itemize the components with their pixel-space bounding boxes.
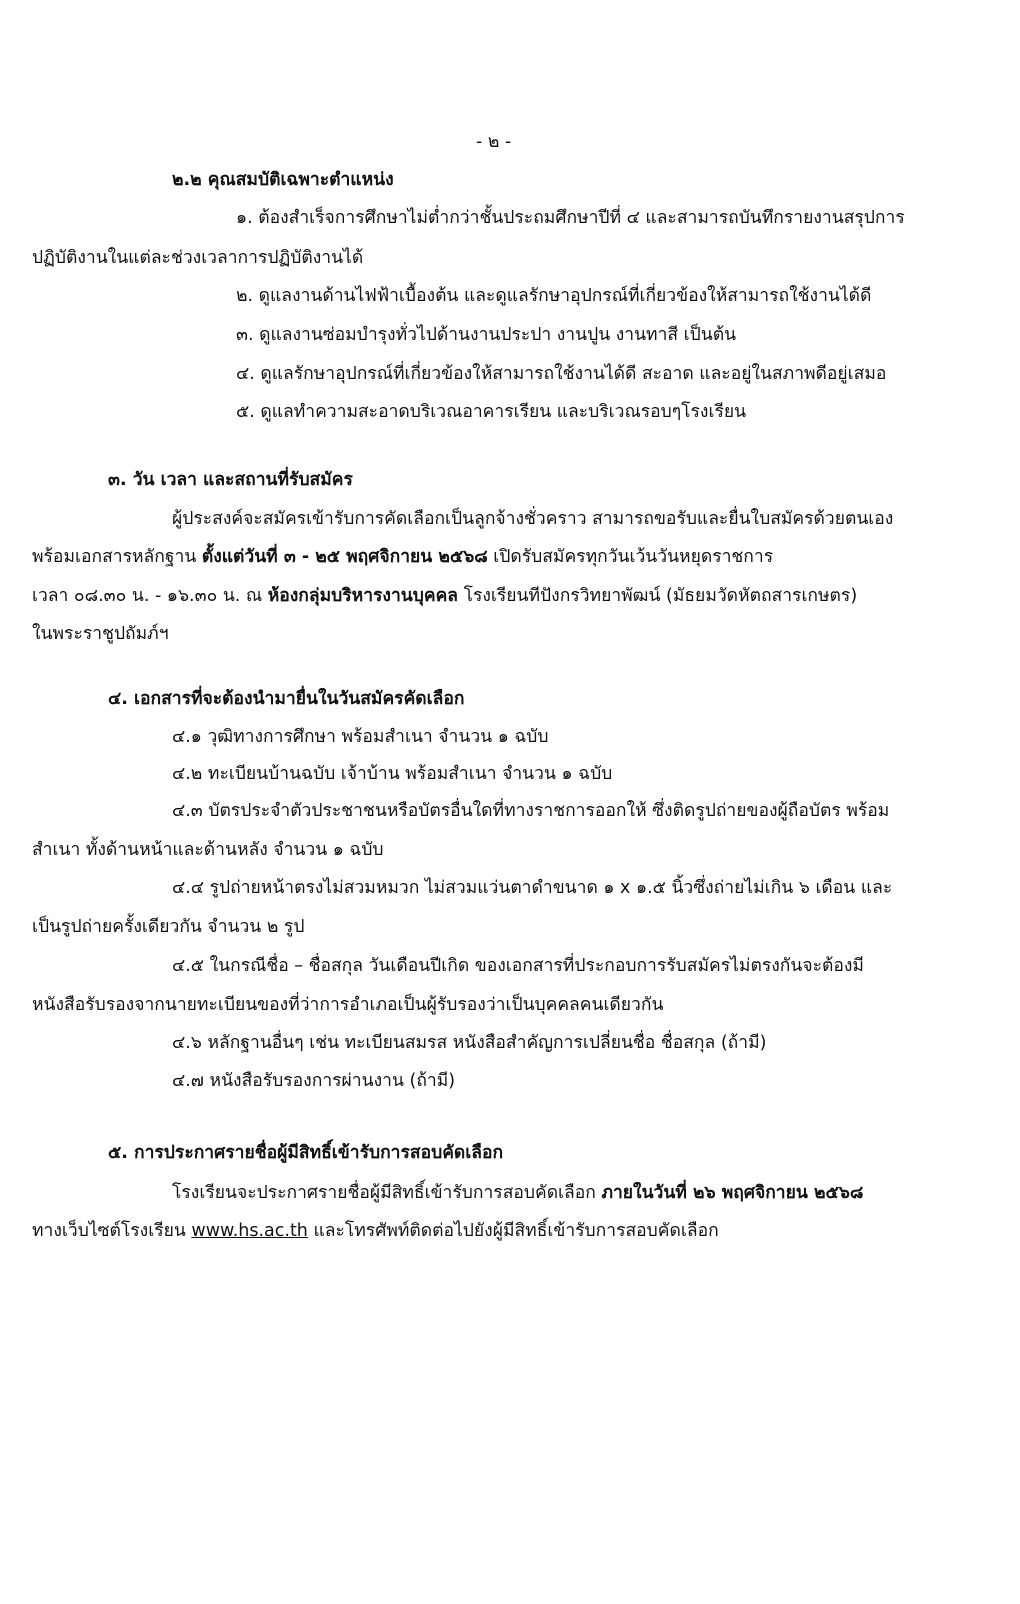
- qual-item-1-line-1: ๑. ต้องสำเร็จการศึกษาไม่ต่ำกว่าชั้นประถมศึกษาปีที่ ๔ และสามารถบันทึกรายงานสรุปการ: [236, 208, 905, 228]
- section-5-para-line-1: โรงเรียนจะประกาศรายชื่อผู้มีสิทธิ์เข้ารับการสอบคัดเลือก ภายในวันที่ ๒๖ พฤศจิกายน ๒๕๖๘: [172, 1183, 864, 1203]
- doc-item-4-5-line-2: หนังสือรับรองจากนายทะเบียนของที่ว่าการอำเภอเป็นผู้รับรองว่าเป็นบุคคลคนเดียวกัน: [32, 995, 664, 1015]
- doc-item-4-3-line-2: สำเนา ทั้งด้านหน้าและด้านหลัง จำนวน ๑ ฉบับ: [32, 840, 384, 860]
- section-3-heading: ๓. วัน เวลา และสถานที่รับสมัคร: [108, 470, 353, 490]
- section-5-heading: ๕. การประกาศรายชื่อผู้มีสิทธิ์เข้ารับการสอบคัดเลือก: [108, 1143, 504, 1163]
- doc-item-4-4-line-2: เป็นรูปถ่ายครั้งเดียวกัน จำนวน ๒ รูป: [32, 917, 305, 937]
- doc-item-4-7: ๔.๗ หนังสือรับรองการผ่านงาน (ถ้ามี): [172, 1071, 456, 1091]
- doc-item-4-6: ๔.๖ หลักฐานอื่นๆ เช่น ทะเบียนสมรส หนังสือสำคัญการเปลี่ยนชื่อ ชื่อสกุล (ถ้ามี): [172, 1033, 767, 1053]
- qual-item-3: ๓. ดูแลงานซ่อมบำรุงทั่วไปด้านงานประปา งานปูน งานทาสี เป็นต้น: [236, 325, 737, 345]
- doc-item-4-5-line-1: ๔.๕ ในกรณีชื่อ – ชื่อสกุล วันเดือนปีเกิด ของเอกสารที่ประกอบการรับสมัครไม่ตรงกันจะต้องมี: [172, 956, 864, 976]
- section-2-2-heading: ๒.๒ คุณสมบัติเฉพาะตำแหน่ง: [172, 170, 394, 190]
- doc-item-4-2: ๔.๒ ทะเบียนบ้านฉบับ เจ้าบ้าน พร้อมสำเนา จำนวน ๑ ฉบับ: [172, 764, 613, 784]
- section-3-para-line-1: ผู้ประสงค์จะสมัครเข้ารับการคัดเลือกเป็นลูกจ้างชั่วคราว สามารถขอรับและยื่นใบสมัครด้วยตนเอง: [172, 509, 894, 529]
- section-3-para-line-3: เวลา ๐๘.๓๐ น. - ๑๖.๓๐ น. ณ ห้องกลุ่มบริหารงานบุคคล โรงเรียนทีปังกรวิทยาพัฒน์ (มัธยมวัดหัตถสารเกษตร): [32, 586, 858, 606]
- qual-item-5: ๕. ดูแลทำความสะอาดบริเวณอาคารเรียน และบริเวณรอบๆโรงเรียน: [236, 402, 747, 422]
- qual-item-4: ๔. ดูแลรักษาอุปกรณ์ที่เกี่ยวข้องให้สามารถใช้งานได้ดี สะอาด และอยู่ในสภาพดีอยู่เสมอ: [236, 364, 887, 384]
- qual-item-2: ๒. ดูแลงานด้านไฟฟ้าเบื้องต้น และดูแลรักษาอุปกรณ์ที่เกี่ยวข้องให้สามารถใช้งานได้ดี: [236, 286, 872, 306]
- section-5-para-line-2: ทางเว็บไซต์โรงเรียน www.hs.ac.th และโทรศัพท์ติดต่อไปยังผู้มีสิทธิ์เข้ารับการสอบคัดเลือก: [32, 1221, 719, 1241]
- qual-item-1-line-2: ปฏิบัติงานในแต่ละช่วงเวลาการปฏิบัติงานได้: [32, 248, 364, 268]
- announcement-date: ภายในวันที่ ๒๖ พฤศจิกายน ๒๕๖๘: [601, 1183, 864, 1203]
- section-3-para-line-4: ในพระราชูปถัมภ์ฯ: [32, 624, 169, 644]
- section-4-heading: ๔. เอกสารที่จะต้องนำมายื่นในวันสมัครคัดเลือก: [108, 689, 465, 709]
- application-dates: ตั้งแต่วันที่ ๓ - ๒๕ พฤศจิกายน ๒๕๖๘: [201, 547, 488, 567]
- application-location: ห้องกลุ่มบริหารงานบุคคล: [267, 586, 459, 606]
- doc-item-4-3-line-1: ๔.๓ บัตรประจำตัวประชาชนหรือบัตรอื่นใดที่ทางราชการออกให้ ซึ่งติดรูปถ่ายของผู้ถือบัตร พร้อม: [172, 801, 890, 821]
- doc-item-4-4-line-1: ๔.๔ รูปถ่ายหน้าตรงไม่สวมหมวก ไม่สวมแว่นตาดำขนาด ๑ x ๑.๕ นิ้วซึ่งถ่ายไม่เกิน ๖ เดือน และ: [172, 878, 893, 898]
- doc-item-4-1: ๔.๑ วุฒิทางการศึกษา พร้อมสำเนา จำนวน ๑ ฉบับ: [172, 727, 549, 747]
- school-website-link[interactable]: www.hs.ac.th: [191, 1221, 308, 1241]
- section-3-para-line-2: พร้อมเอกสารหลักฐาน ตั้งแต่วันที่ ๓ - ๒๕ พฤศจิกายน ๒๕๖๘ เปิดรับสมัครทุกวันเว้นวันหยุดราชการ: [32, 547, 774, 567]
- page-number: - ๒ -: [476, 132, 512, 152]
